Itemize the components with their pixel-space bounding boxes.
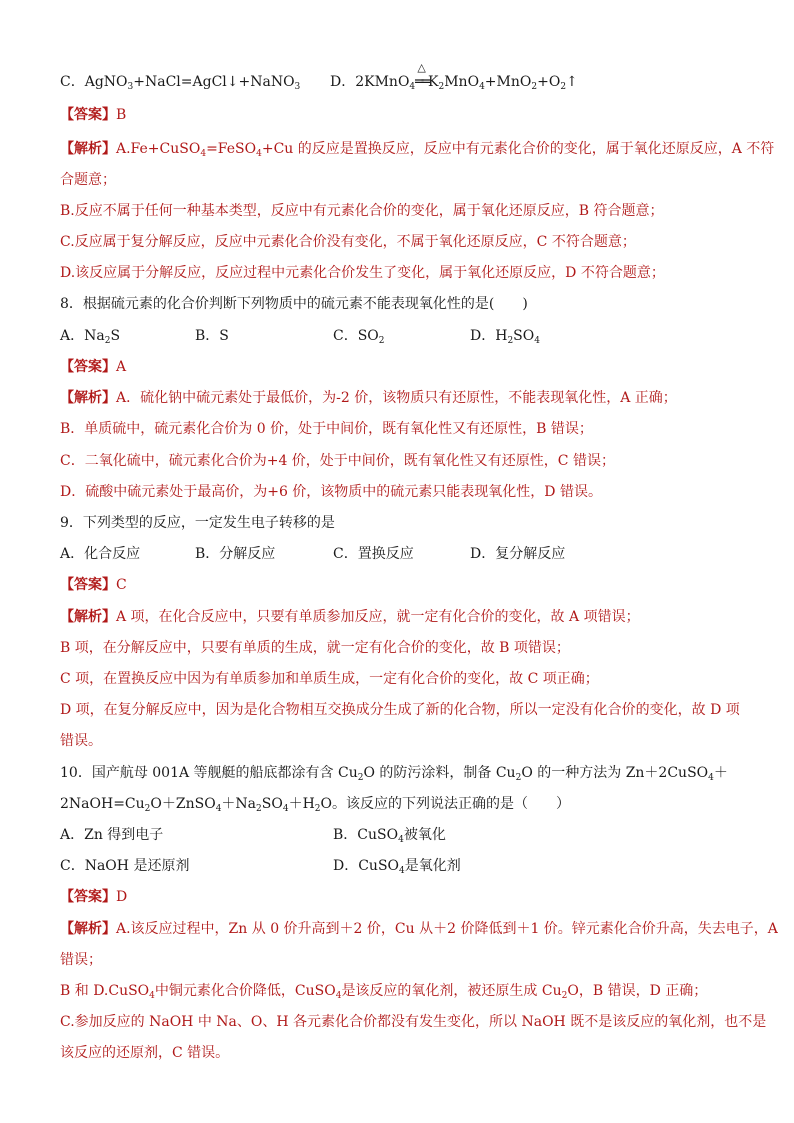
q9-option-b: B．分解反应 <box>195 546 276 562</box>
q9-stem: 9．下列类型的反应，一定发生电子转移的是 <box>60 515 335 531</box>
q8-stem: 8．根据硫元素的化合价判断下列物质中的硫元素不能表现氧化性的是( ) <box>60 296 528 312</box>
q10-stem-line-1: 10．国产航母 001A 等舰艇的船底都涂有含 $Cu_2O$ 的防污涂料，制备 $Cu_2O$ 的一种方法为 Zn＋2CuSO$_4$＋ <box>60 765 728 783</box>
q7-explain-line-4: C.反应属于复分解反应，反应中元素化合价没有变化，不属于氧化还原反应，C 不符合题意； <box>60 234 636 250</box>
q9-explain-line-5: 错误。 <box>60 733 102 749</box>
q8-option-b: B．S <box>195 328 229 344</box>
q10-option-a: A．Zn 得到电子 <box>60 827 164 843</box>
q9-explain-line-4: D 项，在复分解反应中，因为是化合物相互交换成分生成了新的化合物，所以一定没有化合价的变化，故 D 项 <box>60 702 740 718</box>
q10-option-c: C．NaOH 是还原剂 <box>60 858 190 874</box>
q8-answer: 【答案】A <box>60 359 127 375</box>
q8-option-a: A．$Na_2S$ <box>60 328 121 346</box>
q10-explain-line-4: C.参加反应的 NaOH 中 Na、O、H 各元素化合价都没有发生变化，所以 NaOH 既不是该反应的氧化剂，也不是 <box>60 1014 767 1030</box>
q10-stem-line-2: $2NaOH=Cu_2O+ZnSO_4+Na_2SO_4+H_2O$。该反应的下列说法正确的是（ ） <box>60 796 571 814</box>
q9-explain-line-1: 【解析】A 项，在化合反应中，只要有单质参加反应，就一定有化合价的变化，故 A 项错误； <box>60 609 640 625</box>
q8-explain-line-4: D．硫酸中硫元素处于最高价，为+6 价，该物质中的硫元素只能表现氧化性，D 错误。 <box>60 484 602 500</box>
q10-option-d: D．CuSO$_4$是氧化剂 <box>333 858 461 876</box>
heat-condition: △ ══ <box>415 61 429 90</box>
q7-option-c: C．AgNO$_3$+NaCl=AgCl↓+NaNO$_3$ <box>60 74 301 92</box>
q8-explain-line-1: 【解析】A．硫化钠中硫元素处于最低价，为-2 价，该物质只有还原性，不能表现氧化性，A 正确； <box>60 390 677 406</box>
q9-explain-line-3: C 项，在置换反应中因为有单质参加和单质生成，一定有化合价的变化，故 C 项正确； <box>60 671 599 687</box>
q7-explain-line-1: 【解析】A.Fe+CuSO$_4$=FeSO$_4$+Cu 的反应是置换反应，反应中有元素化合价的变化，属于氧化还原反应，A 不符 <box>60 141 775 159</box>
q9-option-d: D．复分解反应 <box>470 546 566 562</box>
q9-explain-line-2: B 项，在分解反应中，只要有单质的生成，就一定有化合价的变化，故 B 项错误； <box>60 640 570 656</box>
q8-explain-line-2: B．单质硫中，硫元素化合价为 0 价，处于中间价，既有氧化性又有还原性，B 错误； <box>60 421 593 437</box>
q8-explain-line-3: C．二氧化硫中，硫元素化合价为+4 价，处于中间价，既有氧化性又有还原性，C 错误； <box>60 453 615 469</box>
q9-option-a: A．化合反应 <box>60 546 141 562</box>
q7-option-d: D．2KMnO$_4$ △ $══K_2MnO_4+MnO_2+O_2↑$ <box>330 61 578 92</box>
q10-explain-line-2: 错误； <box>60 952 102 968</box>
q10-explain-line-3: B 和 D.CuSO$_4$中铜元素化合价降低，CuSO$_4$是该反应的氧化剂，被还原生成 $Cu_2O$，B 错误，D 正确； <box>60 983 708 1001</box>
q10-answer: 【答案】D <box>60 889 128 905</box>
q7-explain-line-2: 合题意； <box>60 172 116 188</box>
q8-option-d: D．$H_2SO_4$ <box>470 328 540 346</box>
q10-option-b: B．CuSO$_4$被氧化 <box>333 827 446 845</box>
q9-option-c: C．置换反应 <box>333 546 414 562</box>
q10-explain-line-1: 【解析】A.该反应过程中，Zn 从 0 价升高到＋2 价，Cu 从＋2 价降低到＋1 价。锌元素化合价升高，失去电子，A <box>60 921 778 937</box>
q10-explain-line-5: 该反应的还原剂，C 错误。 <box>60 1045 230 1061</box>
q9-answer: 【答案】C <box>60 577 127 593</box>
q7-explain-line-3: B.反应不属于任何一种基本类型，反应中有元素化合价的变化，属于氧化还原反应，B 符合题意； <box>60 203 664 219</box>
q7-answer: 【答案】B <box>60 107 127 123</box>
q7-explain-line-5: D.该反应属于分解反应，反应过程中元素化合价发生了变化，属于氧化还原反应，D 不符合题意； <box>60 265 665 281</box>
q8-option-c: C．$SO_2$ <box>333 328 385 346</box>
